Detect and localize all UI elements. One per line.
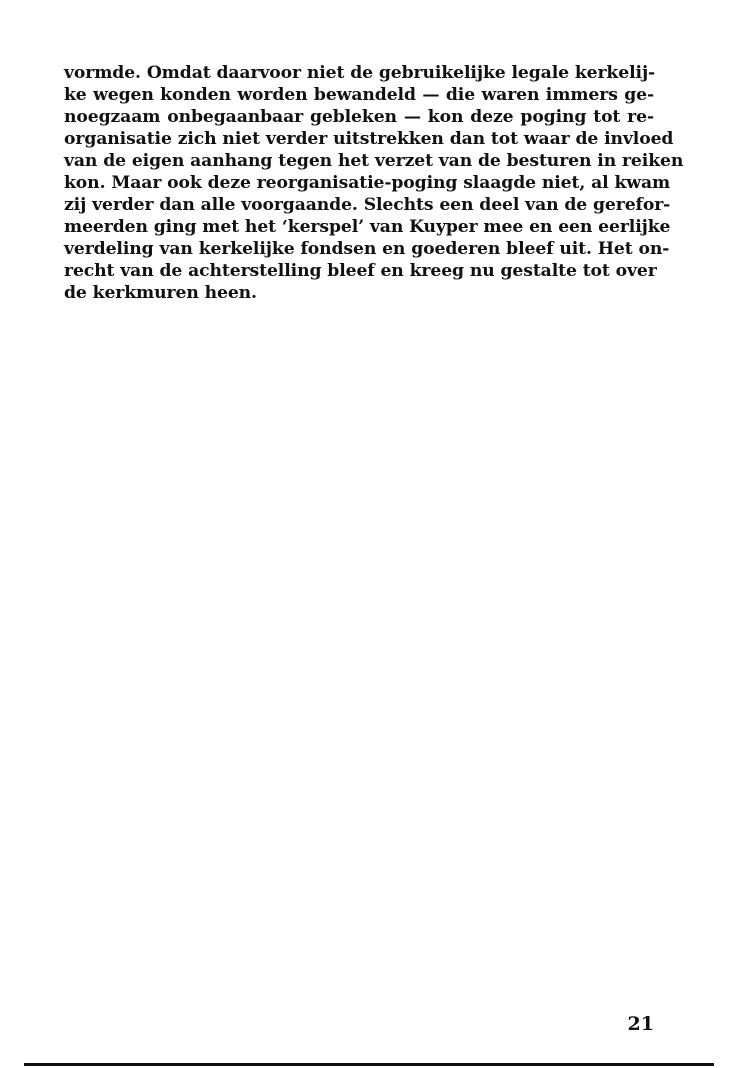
text-line: verdeling van kerkelijke fondsen en goederen bleef uit. Het on- (64, 239, 670, 259)
page-number: 21 (627, 1013, 654, 1035)
text-line: vormde. Omdat daarvoor niet de gebruikelijke legale kerkelij- (64, 63, 656, 83)
text-line: kon. Maar ook deze reorganisatie-poging slaagde niet, al kwam (64, 173, 671, 193)
text-line: de kerkmuren heen. (64, 283, 257, 303)
text-line: van de eigen aanhang tegen het verzet van de besturen in reiken (64, 151, 684, 171)
text-line: meerden ging met het ‘kerspel’ van Kuyper mee en een eerlijke (64, 217, 671, 237)
body-text (64, 62, 684, 304)
text-line: organisatie zich niet verder uitstrekken dan tot waar de invloed (64, 129, 674, 149)
text-line: ke wegen konden worden bewandeld — die waren immers ge- (64, 85, 654, 105)
text-line: zij verder dan alle voorgaande. Slechts een deel van de gerefor- (64, 195, 671, 215)
bottom-rule (24, 1063, 714, 1066)
text-line: noegzaam onbegaanbaar gebleken — kon deze poging tot re- (64, 107, 654, 127)
text-line: recht van de achterstelling bleef en kreeg nu gestalte tot over (64, 261, 657, 281)
